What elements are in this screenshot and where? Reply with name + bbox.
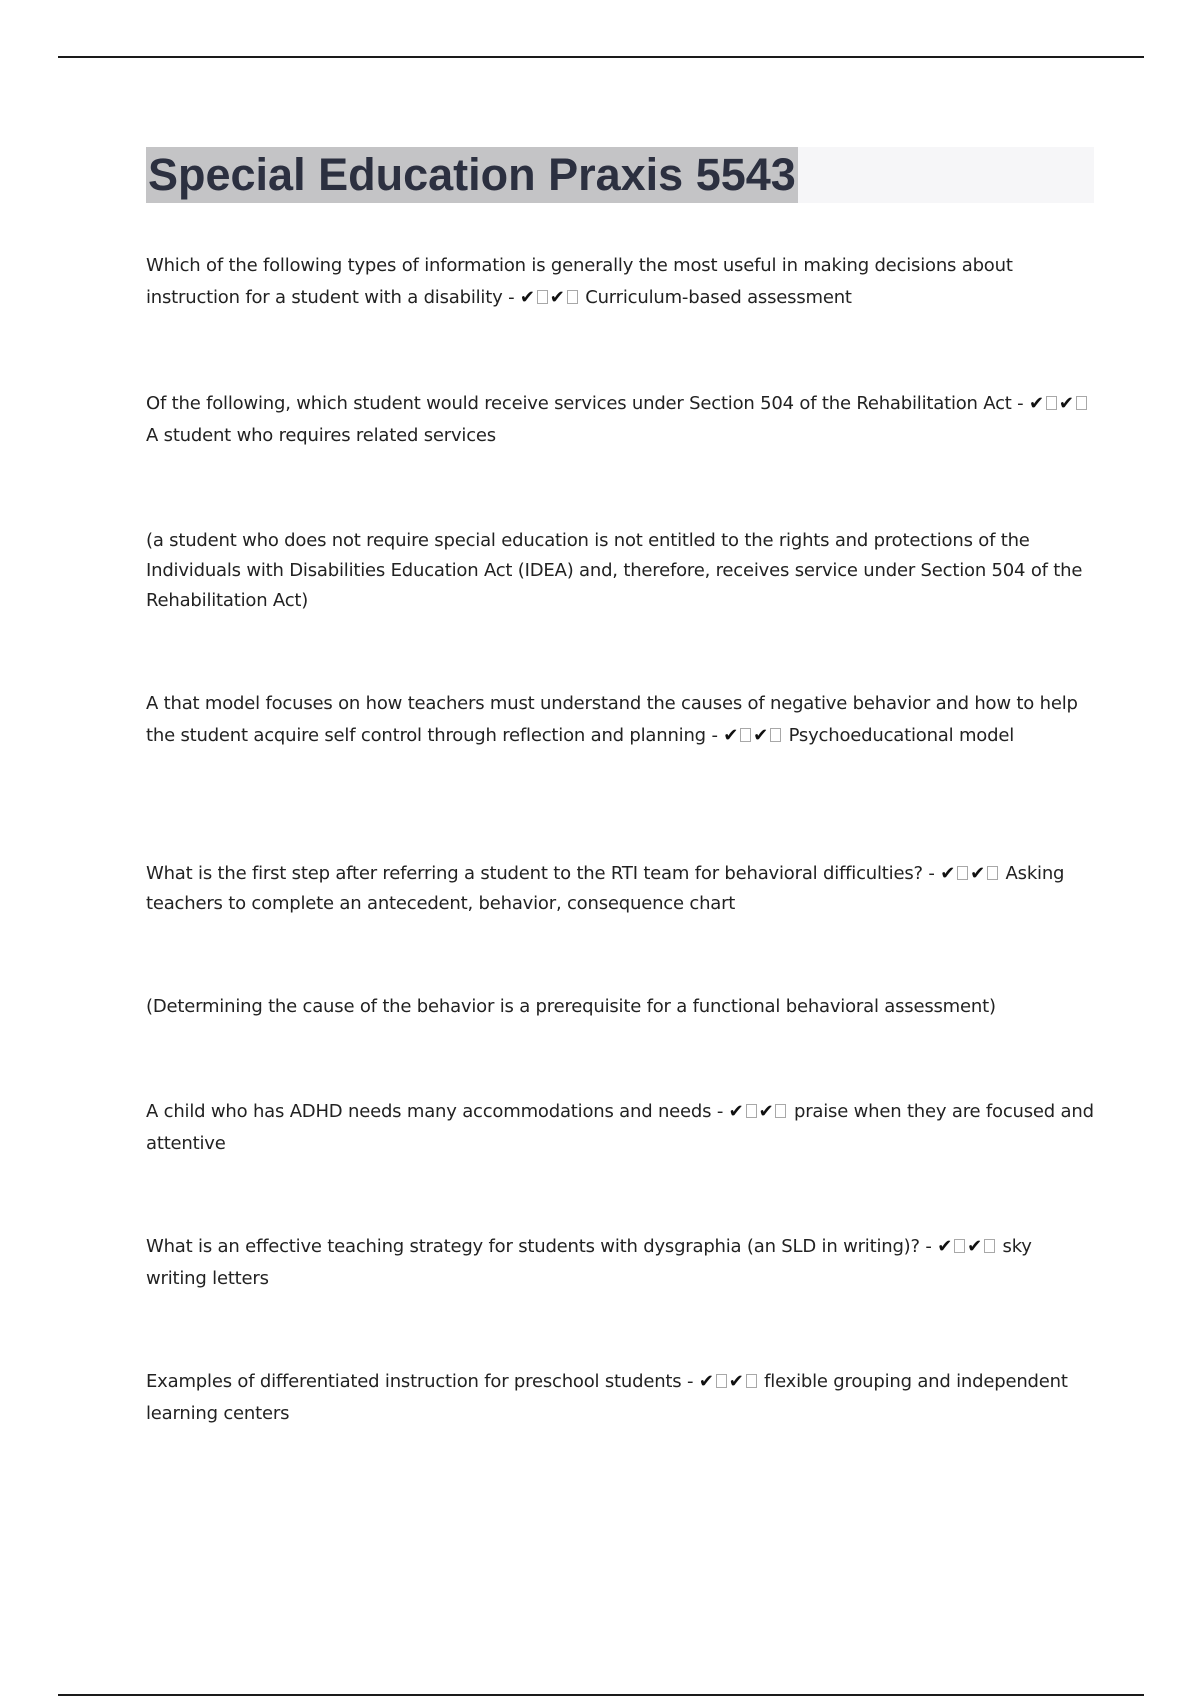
missing-glyph-box-icon (954, 1239, 965, 1253)
answer-marker: - ✔ ✔ (508, 287, 580, 308)
answer-text: A student who requires related services (146, 425, 496, 446)
question-text: Of the following, which student would receive services under Section 504 of the Rehabilitation Act (146, 393, 1012, 414)
missing-glyph-box-icon (775, 1104, 786, 1118)
answer-marker: - ✔ ✔ (1017, 393, 1089, 414)
top-rule (58, 56, 1144, 58)
question-text: What is the first step after referring a student to the RTI team for behavioral difficulties? (146, 863, 923, 884)
check-mark-icon: ✔ (940, 863, 956, 884)
answer-text: Asking teachers to complete an antecedent, behavior, consequence chart (146, 863, 1065, 914)
qa-item-6 (146, 1231, 1094, 1295)
missing-glyph-box-icon (740, 728, 751, 742)
question-text: What is an effective teaching strategy for students with dysgraphia (an SLD in writing)? (146, 1236, 920, 1257)
missing-glyph-box-icon (567, 290, 578, 304)
qa-note-1 (146, 526, 1094, 616)
qa-item-1 (146, 250, 1094, 314)
answer-text: flexible grouping and independent learning centers (146, 1371, 1068, 1424)
page-title: Special Education Praxis 5543 (146, 147, 798, 203)
bottom-rule (58, 1694, 1144, 1696)
note-text: (Determining the cause of the behavior is a prerequisite for a functional behavioral assessment) (146, 996, 996, 1017)
answer-text: praise when they are focused and attentive (146, 1101, 1094, 1154)
answer-text: Psychoeducational model (788, 725, 1014, 746)
qa-item-5 (146, 1096, 1094, 1160)
check-mark-icon: ✔ (970, 863, 985, 884)
check-mark-icon: ✔ (758, 1101, 774, 1122)
missing-glyph-box-icon (957, 866, 968, 880)
check-mark-icon: ✔ (937, 1236, 953, 1257)
answer-text: Curriculum-based assessment (585, 287, 852, 308)
check-mark-icon: ✔ (698, 1371, 714, 1392)
check-mark-icon: ✔ (728, 1101, 744, 1122)
check-mark-icon: ✔ (519, 287, 535, 308)
question-text: Which of the following types of information is generally the most useful in making decisions about instruction for a student with a disability (146, 255, 1013, 308)
missing-glyph-box-icon (537, 290, 548, 304)
check-mark-icon: ✔ (753, 725, 769, 746)
note-text: (a student who does not require special education is not entitled to the rights and protections of the Individuals with Disabilities Education Act (IDEA) and, therefore, receives service under Section 504 of the Rehabilitation Act) (146, 530, 1083, 611)
answer-marker: - ✔ ✔ (711, 725, 783, 746)
missing-glyph-box-icon (746, 1374, 757, 1388)
missing-glyph-box-icon (746, 1104, 757, 1118)
question-text: Examples of differentiated instruction for preschool students (146, 1371, 682, 1392)
qa-item-3 (146, 688, 1094, 752)
check-mark-icon: ✔ (728, 1371, 744, 1392)
answer-marker: - ✔ ✔ (687, 1371, 759, 1392)
missing-glyph-box-icon (770, 728, 781, 742)
check-mark-icon: ✔ (1058, 393, 1074, 414)
qa-item-2 (146, 388, 1094, 452)
missing-glyph-box-icon (716, 1374, 727, 1388)
qa-item-4 (146, 859, 1094, 919)
answer-marker: - ✔ ✔ (717, 1101, 789, 1122)
qa-note-2 (146, 991, 1094, 1023)
missing-glyph-box-icon (1076, 396, 1087, 410)
answer-text: sky writing letters (146, 1236, 1032, 1289)
question-text: A that model focuses on how teachers must understand the causes of negative behavior and how to help the student acquire self control through reflection and planning (146, 693, 1078, 746)
missing-glyph-box-icon (1046, 396, 1057, 410)
check-mark-icon: ✔ (1029, 393, 1044, 414)
check-mark-icon: ✔ (723, 725, 739, 746)
missing-glyph-box-icon (984, 1239, 995, 1253)
check-mark-icon: ✔ (549, 287, 565, 308)
missing-glyph-box-icon (987, 866, 998, 880)
question-text: A child who has ADHD needs many accommodations and needs (146, 1101, 712, 1122)
answer-marker: - ✔ ✔ (928, 863, 1000, 884)
check-mark-icon: ✔ (967, 1236, 982, 1257)
qa-item-7 (146, 1366, 1094, 1430)
answer-marker: - ✔ ✔ (925, 1236, 997, 1257)
